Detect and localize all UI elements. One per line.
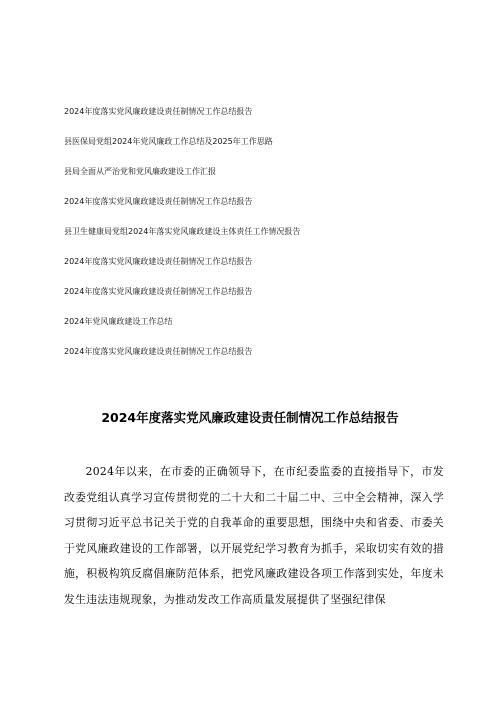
toc-item[interactable]: 2024年度落实党风廉政建设责任制情况工作总结报告 — [64, 197, 253, 206]
toc-item[interactable]: 县局全面从严治党和党风廉政建设工作汇报 — [64, 167, 216, 176]
toc-item[interactable]: 2024年度落实党风廉政建设责任制情况工作总结报告 — [64, 257, 253, 266]
toc-item[interactable]: 2024年度落实党风廉政建设责任制情况工作总结报告 — [64, 107, 253, 116]
toc-item[interactable]: 2024年度落实党风廉政建设责任制情况工作总结报告 — [64, 347, 253, 356]
table-of-contents — [64, 104, 484, 374]
toc-item[interactable]: 2024年党风廉政建设工作总结 — [64, 317, 173, 326]
toc-item[interactable]: 县卫生健康局党组2024年落实党风廉政建设主体责任工作情况报告 — [64, 227, 301, 236]
document-title: 2024年度落实党风廉政建设责任制情况工作总结报告 — [101, 410, 399, 425]
toc-item[interactable]: 2024年度落实党风廉政建设责任制情况工作总结报告 — [64, 287, 253, 296]
toc-item[interactable]: 县医保局党组2024年党风廉政工作总结及2025年工作思路 — [64, 137, 273, 146]
document-body-paragraph: 2024年以来，在市委的正确领导下，在市纪委监委的直接指导下，市发改委党组认真学习宣传贯彻党的二十大和二十届二中、三中全会精神，深入学习贯彻习近平总书记关于党的自我革命的重要思想，围绕中央和省委、市委关于党风廉政建设的工作部署，以开展党纪学习教育为抓手，采取切实有效的措施，积极构筑反腐倡廉防范体系，把党风廉政建设各项工作落到实处，年度未发生违法违规现象，为推动发改工作高质量发展提供了坚强纪律保 — [64, 465, 444, 606]
